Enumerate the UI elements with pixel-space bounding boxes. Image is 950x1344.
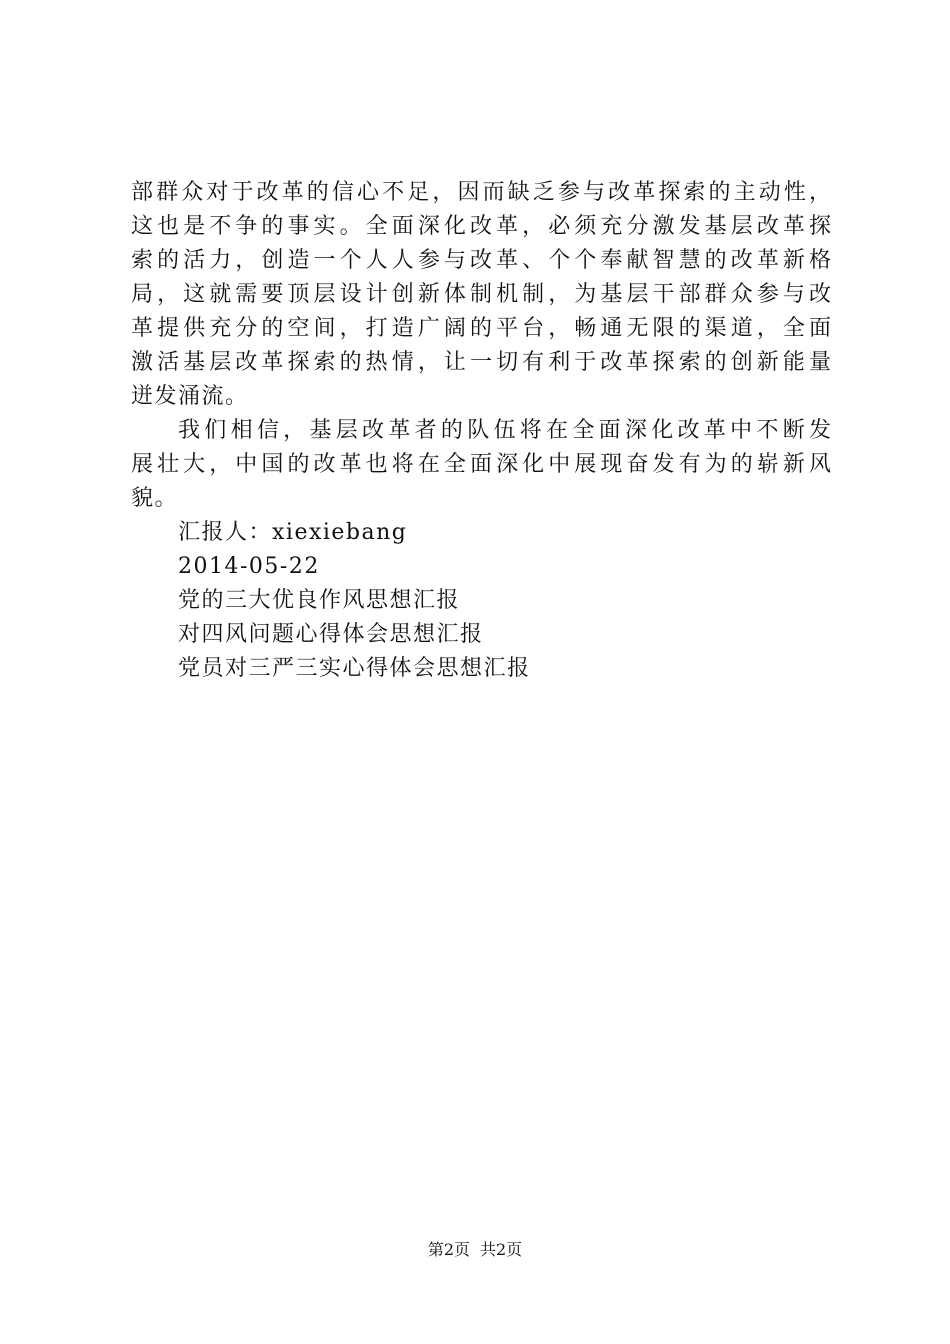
related-link-sanda[interactable]: 党的三大优良作风思想汇报 (178, 588, 461, 613)
text-line: 迸发涌流。 (131, 384, 249, 409)
page-total: 共2页 (480, 1240, 523, 1259)
page-number: 第2页 (427, 1240, 470, 1259)
text-line: 索的活力，创造一个人人参与改革、个个奉献智慧的改革新格 (131, 248, 831, 273)
paragraph-2 (131, 414, 831, 516)
document-body (131, 176, 831, 686)
text-line: 展壮大，中国的改革也将在全面深化中展现奋发有为的崭新风 (131, 452, 831, 477)
text-line: 部群众对于改革的信心不足，因而缺乏参与改革探索的主动性， (131, 180, 831, 205)
reporter-line: 汇报人：xiexiebang (178, 520, 408, 545)
text-line: 这也是不争的事实。全面深化改革，必须充分激发基层改革探 (131, 214, 831, 239)
text-line: 激活基层改革探索的热情，让一切有利于改革探索的创新能量 (131, 350, 831, 375)
paragraph-1 (131, 176, 831, 414)
text-line: 我们相信，基层改革者的队伍将在全面深化改革中不断发 (178, 418, 831, 443)
page-footer (0, 1240, 950, 1260)
related-link-sifeng[interactable]: 对四风问题心得体会思想汇报 (178, 622, 484, 647)
date-line: 2014-05-22 (178, 554, 320, 579)
text-line: 局，这就需要顶层设计创新体制机制，为基层干部群众参与改 (131, 282, 831, 307)
related-link-sanyan[interactable]: 党员对三严三实心得体会思想汇报 (178, 656, 531, 681)
text-line: 貌。 (131, 486, 179, 511)
text-line: 革提供充分的空间，打造广阔的平台，畅通无限的渠道，全面 (131, 316, 831, 341)
